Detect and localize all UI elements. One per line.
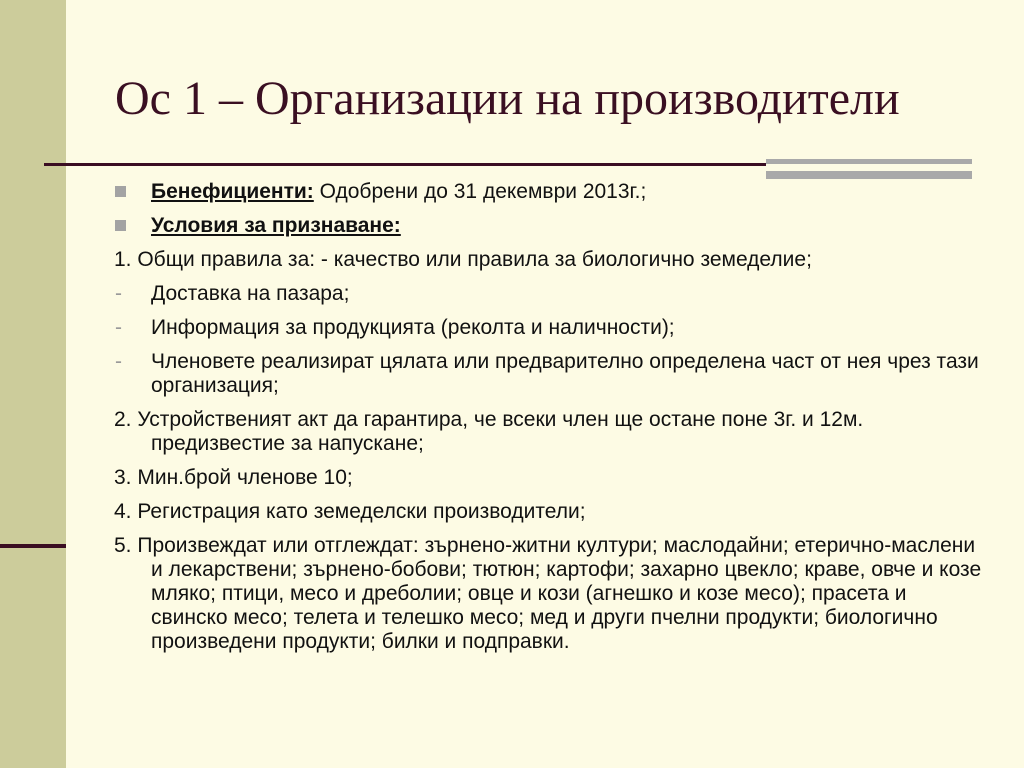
subitem-text: Доставка на пазара; [151, 282, 350, 305]
sidebar-divider [0, 544, 66, 548]
condition-2: 2. Устройственият акт да гарантира, че всеки член ще остане поне 3г. и 12м. предизвестие за напускане; [114, 408, 864, 455]
title-accent-bar-bottom [766, 171, 972, 179]
recognition-conditions-label: Условия за признаване: [151, 214, 401, 237]
title-accent-bar-top [766, 159, 972, 164]
condition-1-subitem [114, 282, 984, 306]
recognition-conditions-item [114, 214, 984, 238]
subitem-text: Членовете реализират цялата или предварително определена част от нея чрез тази организация; [151, 350, 979, 397]
slide-title: Ос 1 – Организации на производители [115, 72, 900, 125]
condition-1-subitem [114, 316, 984, 340]
title-underline [44, 163, 766, 166]
subitem-text: Информация за продукцията (реколта и наличности); [151, 316, 675, 339]
dash-bullet-icon: - [115, 350, 122, 373]
dash-bullet-icon: - [115, 282, 122, 305]
beneficiaries-label: Бенефициенти: [151, 180, 314, 203]
dash-bullet-icon: - [115, 316, 122, 339]
condition-4: 4. Регистрация като земеделски производители; [114, 500, 586, 523]
condition-1-subitem [114, 350, 984, 398]
beneficiaries-item [114, 180, 984, 204]
square-bullet-icon [115, 220, 126, 231]
square-bullet-icon [115, 186, 126, 197]
condition-5: 5. Произвеждат или отглеждат: зърнено-житни култури; маслодайни; етерично-маслени и лекарствени; зърнено-бобови; тютюн; картофи; захарно цвекло; краве, овче и козе мляко; птици, месо и дреболии; овце и кози (агнешко и козе месо); прасета и свинско месо; телета и телешко месо; мед и други пчелни продукти; биологично произведени продукти; билки и подправки. [114, 534, 982, 653]
beneficiaries-text: Одобрени до 31 декември 2013г.; [313, 180, 647, 203]
condition-3: 3. Мин.брой членове 10; [114, 466, 353, 489]
condition-1: 1. Общи правила за: - качество или правила за биологично земеделие; [114, 248, 812, 271]
slide-content [114, 180, 984, 664]
sidebar-decoration [0, 0, 66, 768]
